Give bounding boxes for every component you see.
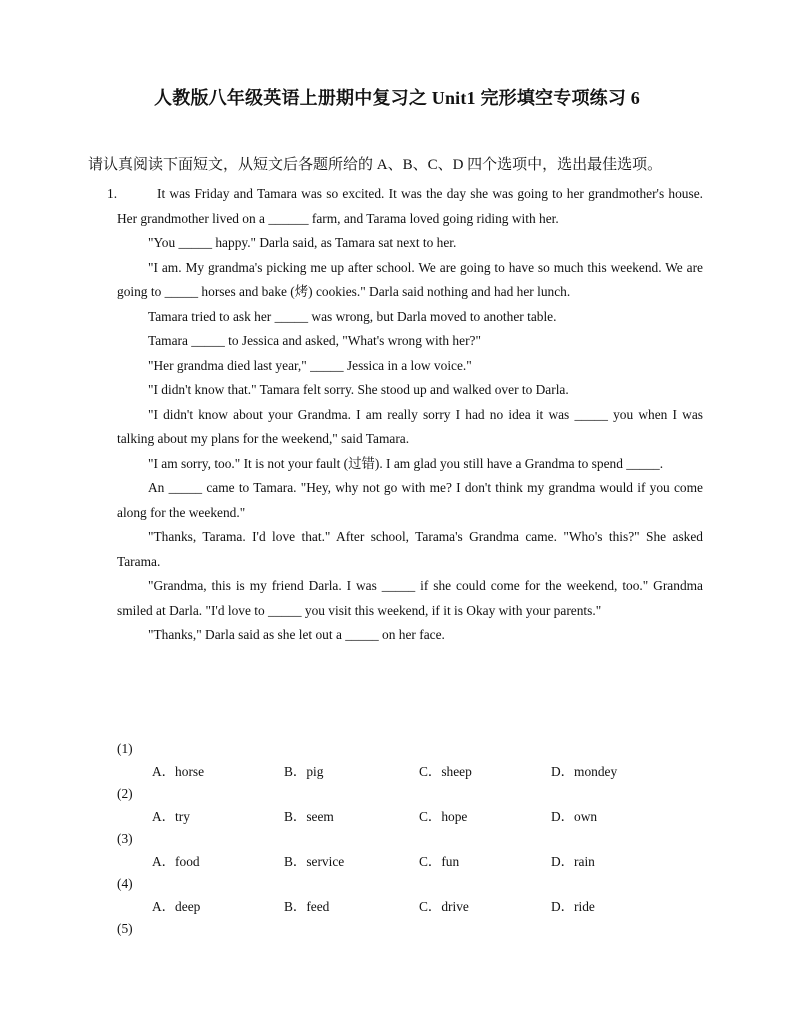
paragraph: "I didn't know that." Tamara felt sorry. She stood up and walked over to Darla. <box>148 382 569 397</box>
option-b[interactable]: B．feed <box>284 899 330 914</box>
paragraph: Tamara _____ to Jessica and asked, "What's wrong with her?" <box>148 333 481 348</box>
option-d[interactable]: D．mondey <box>551 764 618 779</box>
page-title: 人教版八年级英语上册期中复习之 Unit1 完形填空专项练习 6 <box>154 88 640 108</box>
option-d[interactable]: D．ride <box>551 899 595 914</box>
option-row <box>117 760 717 783</box>
instruction-text: 请认真阅读下面短文，从短文后各题所给的 A、B、C、D 四个选项中，选出最佳选项。 <box>88 157 663 173</box>
paragraph: "Grandma, this is my friend Darla. I was _____ if she could come for the weekend, too." Grandma smiled at Darla. "I'd love to _____ you visit this weekend, if it is Okay with your parents." <box>117 578 703 618</box>
option-row <box>117 805 717 828</box>
option-a[interactable]: A．deep <box>152 899 201 914</box>
option-a[interactable]: A．try <box>152 809 190 824</box>
option-a[interactable]: A．horse <box>152 764 205 779</box>
paragraph: "I am. My grandma's picking me up after school. We are going to have so much this weekend. We are going to _____ horses and bake (烤) cookies." Darla said nothing and had her lunch. <box>117 259 703 299</box>
option-row <box>117 850 717 873</box>
paragraph: "I didn't know about your Grandma. I am really sorry I had no idea it was _____ you when I was talking about my plans for the weekend," said Tamara. <box>117 406 703 446</box>
paragraph: "Her grandma died last year," _____ Jessica in a low voice." <box>148 357 472 373</box>
question-label: (3) <box>117 831 133 846</box>
option-row <box>117 895 717 918</box>
paragraph: "You _____ happy." Darla said, as Tamara sat next to her. <box>148 235 457 250</box>
question-label: (4) <box>117 876 133 891</box>
option-d[interactable]: D．own <box>551 809 598 824</box>
paragraph: "Thanks," Darla said as she let out a _____ on her face. <box>148 627 445 642</box>
option-b[interactable]: B．service <box>284 854 345 869</box>
question-label: (5) <box>117 921 133 936</box>
option-b[interactable]: B．pig <box>284 764 324 779</box>
option-d[interactable]: D．rain <box>551 854 595 869</box>
option-c[interactable]: C．sheep <box>419 764 472 779</box>
paragraph: "I am sorry, too." It is not your fault (过错). I am glad you still have a Grandma to spend _____. <box>148 455 664 471</box>
option-c[interactable]: C．fun <box>419 854 460 869</box>
paragraph: Tamara tried to ask her _____ was wrong, but Darla moved to another table. <box>148 308 557 324</box>
paragraph: It was Friday and Tamara was so excited. It was the day she was going to her grandmother's house. Her grandmother lived on a ______ farm, and Tarama loved going riding with her. <box>117 186 703 226</box>
option-b[interactable]: B．seem <box>284 809 334 824</box>
option-c[interactable]: C．hope <box>419 809 468 824</box>
paragraph: An _____ came to Tamara. "Hey, why not go with me? I don't think my grandma would if you come along for the weekend." <box>117 480 703 520</box>
question-label: (1) <box>117 741 133 756</box>
option-c[interactable]: C．drive <box>419 899 469 914</box>
question-label: (2) <box>117 786 133 801</box>
option-a[interactable]: A．food <box>152 854 200 869</box>
passage <box>117 182 703 648</box>
answer-options <box>117 738 717 940</box>
question-number: 1. <box>107 186 118 201</box>
paragraph: "Thanks, Tarama. I'd love that." After school, Tarama's Grandma came. "Who's this?" She asked Tarama. <box>117 529 703 569</box>
